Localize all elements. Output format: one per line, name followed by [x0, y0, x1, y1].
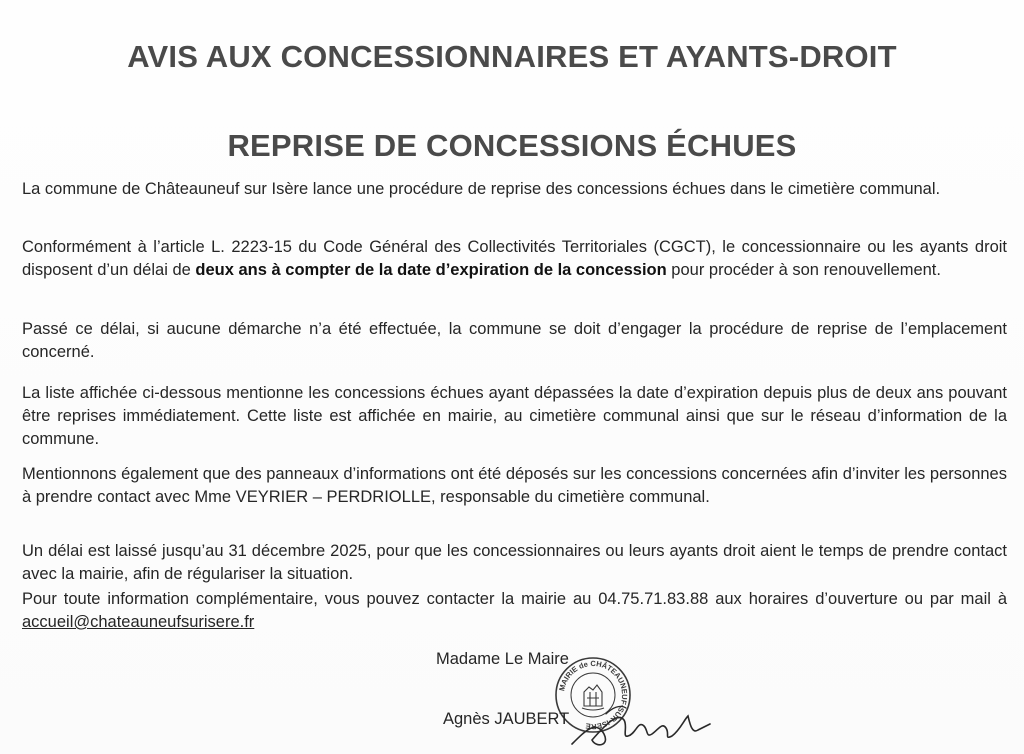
paragraph-deadline: Passé ce délai, si aucune démarche n’a été effectuée, la commune se doit d’engager la procédure de reprise de l’emplacement concerné. — [22, 320, 1007, 361]
signatory-role: Madame Le Maire — [436, 650, 569, 668]
handwritten-signature-icon — [566, 690, 716, 752]
paragraph-contact-text: Pour toute information complémentaire, vous pouvez contacter la mairie au 04.75.71.83.88 aux horaires d’ouverture ou par mail à — [22, 590, 1007, 608]
seal-text: MAIRIE de CHÂTEAUNEUF-SUR-ISÈRE — [557, 658, 630, 732]
notice-title: AVIS AUX CONCESSIONNAIRES ET AYANTS-DROIT — [127, 38, 897, 74]
paragraph-panels: Mentionnons également que des panneaux d’informations ont été déposés sur les concessions concernées afin d’inviter les personnes à prendre contact avec Mme VEYRIER – PERDRIOLLE, responsable du cimetière communal. — [22, 465, 1007, 506]
paragraph-legal — [22, 236, 1007, 282]
paragraph-delay: Un délai est laissé jusqu’au 31 décembre 2025, pour que les concessionnaires ou leurs ayants droit aient le temps de prendre contact avec la mairie, afin de régulariser la situation. — [22, 542, 1007, 583]
paragraph-legal-text-1: Conformément à l’article L. 2223-15 du Code Général des Collectivités Territoriales (CGCT), le concessionnaire ou les ayants droit disposent d’un délai de — [22, 238, 1007, 279]
paragraph-legal-bold: deux ans à compter de la date d’expiration de la concession — [195, 261, 667, 279]
notice-subtitle: REPRISE DE CONCESSIONS ÉCHUES — [227, 127, 797, 163]
paragraph-intro: La commune de Châteauneuf sur Isère lance une procédure de reprise des concessions échues dans le cimetière communal. — [22, 180, 941, 198]
email-link[interactable]: accueil@chateauneufsurisere.fr — [22, 613, 255, 631]
paragraph-contact — [22, 588, 1007, 634]
signatory-name: Agnès JAUBERT — [443, 710, 570, 728]
paragraph-list: La liste affichée ci-dessous mentionne les concessions échues ayant dépassées la date d’expiration depuis plus de deux ans pouvant être reprises immédiatement. Cette liste est affichée en mairie, au cimetière communal ainsi que sur le réseau d’information de la commune. — [22, 384, 1007, 448]
paragraph-legal-text-2: pour procéder à son renouvellement. — [666, 261, 941, 279]
